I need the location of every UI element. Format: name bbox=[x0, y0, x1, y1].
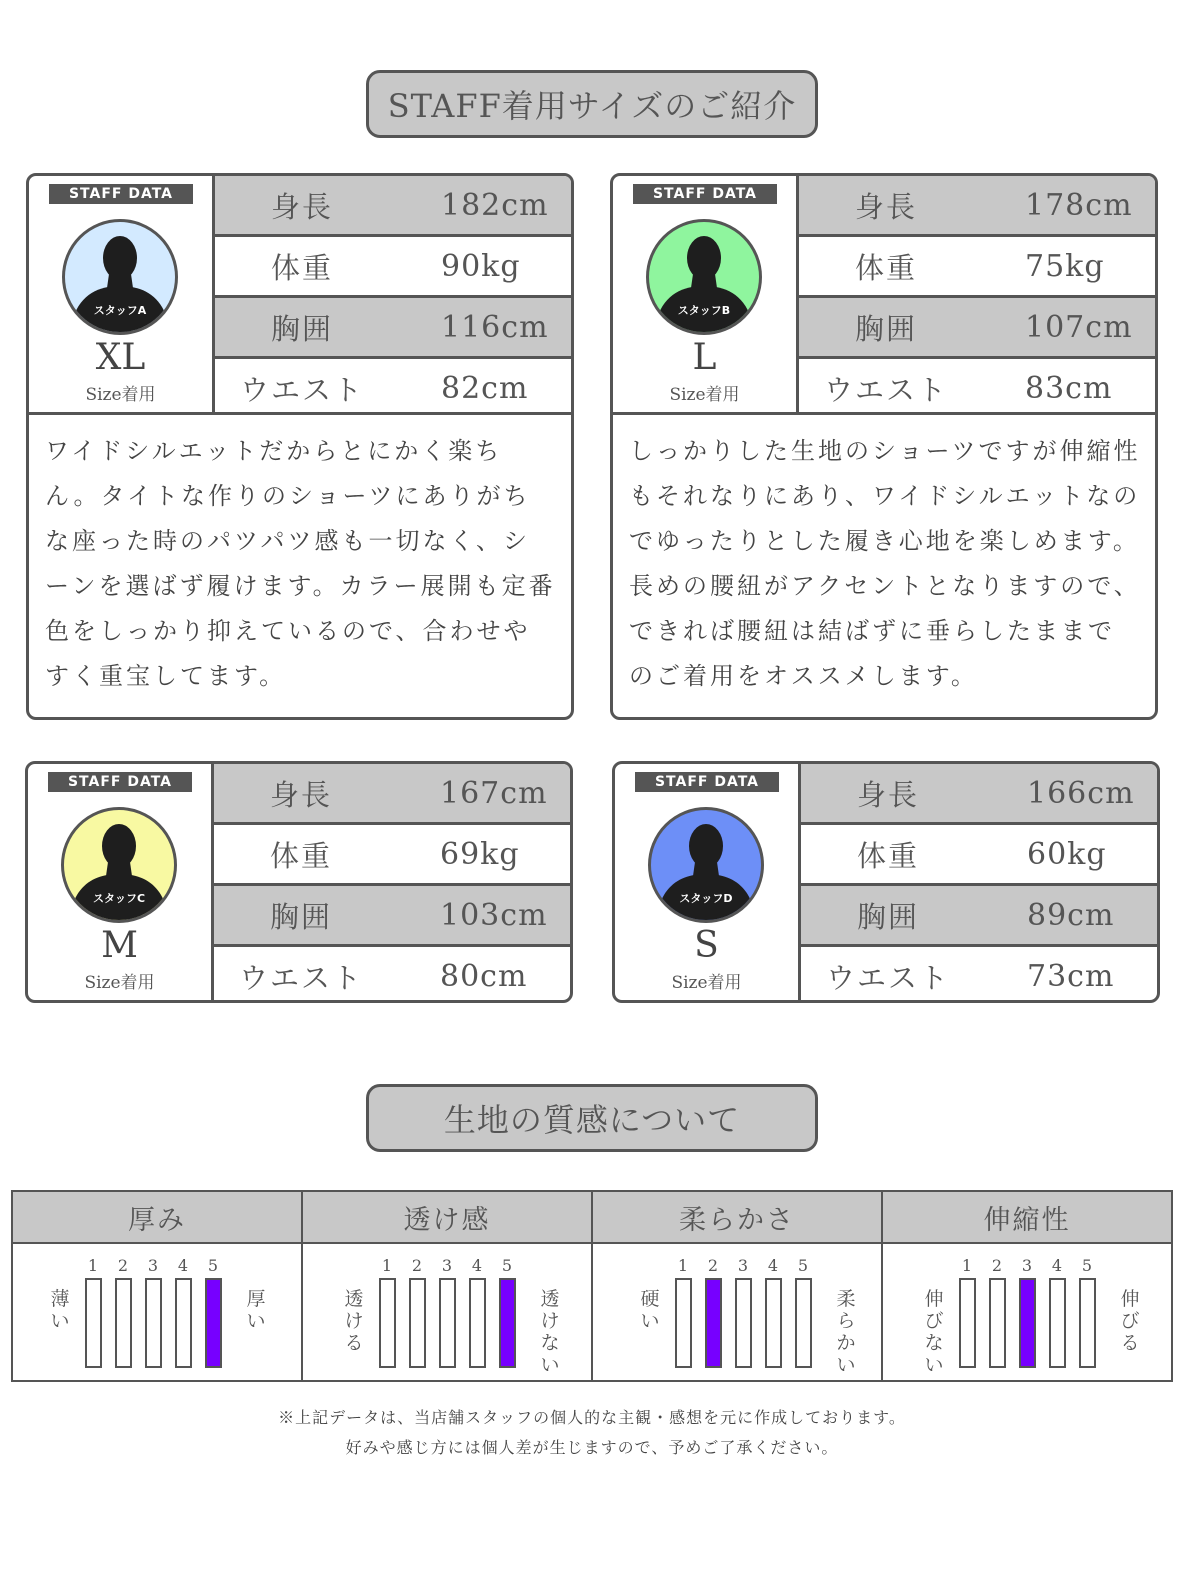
measurement-row bbox=[214, 825, 570, 886]
level-bar bbox=[765, 1278, 782, 1368]
measurement-value: 90kg bbox=[441, 248, 521, 284]
fabric-attribute-name: 柔らかさ bbox=[593, 1192, 881, 1244]
measurement-label: 身長 bbox=[854, 189, 917, 224]
fabric-attribute bbox=[303, 1192, 593, 1380]
measurement-label: ウエスト bbox=[239, 373, 364, 407]
measurement-row bbox=[215, 359, 571, 418]
scale-number: 1 bbox=[87, 1256, 99, 1275]
measurement-value: 60kg bbox=[1027, 836, 1107, 872]
measurement-label: 体重 bbox=[270, 250, 333, 285]
scale-number: 3 bbox=[1021, 1256, 1033, 1275]
staff-data-badge: STAFF DATA bbox=[635, 772, 779, 792]
staff-data-badge: STAFF DATA bbox=[49, 184, 193, 204]
scale-number: 4 bbox=[1051, 1256, 1063, 1275]
measurement-label: 胸囲 bbox=[269, 899, 332, 934]
scale-number: 3 bbox=[441, 1256, 453, 1275]
worn-size: XL bbox=[95, 337, 146, 378]
measurement-value: 116cm bbox=[441, 309, 549, 345]
measurement-value: 69kg bbox=[440, 836, 520, 872]
level-bar-selected bbox=[499, 1278, 516, 1368]
staff-profile bbox=[613, 176, 799, 412]
measurement-value: 83cm bbox=[1025, 371, 1113, 406]
measurement-value: 89cm bbox=[1027, 897, 1115, 933]
staff-profile bbox=[615, 764, 801, 1000]
scale-min-label: 伸びない bbox=[924, 1288, 944, 1376]
staff-card bbox=[610, 173, 1158, 720]
avatar-label: スタッフA bbox=[93, 304, 147, 317]
avatar-label: スタッフD bbox=[679, 892, 733, 905]
measurement-row bbox=[799, 176, 1155, 237]
scale-number: 2 bbox=[411, 1256, 423, 1275]
measurement-label: 胸囲 bbox=[854, 311, 917, 346]
measurement-table bbox=[215, 176, 571, 412]
staff-data-badge: STAFF DATA bbox=[633, 184, 777, 204]
staff-data-badge: STAFF DATA bbox=[48, 772, 192, 792]
measurement-value: 182cm bbox=[441, 187, 549, 223]
level-bar bbox=[409, 1278, 426, 1368]
measurement-table bbox=[214, 764, 570, 1000]
measurement-table bbox=[799, 176, 1155, 412]
staff-avatar bbox=[61, 807, 177, 923]
measurement-label: ウエスト bbox=[825, 961, 950, 995]
staff-profile bbox=[28, 764, 214, 1000]
worn-size-note: Size着用 bbox=[669, 385, 740, 405]
fabric-attribute bbox=[883, 1192, 1171, 1380]
staff-avatar bbox=[648, 807, 764, 923]
measurement-row bbox=[214, 886, 570, 947]
staff-avatar bbox=[646, 219, 762, 335]
avatar-label: スタッフC bbox=[92, 892, 146, 905]
worn-size-note: Size着用 bbox=[84, 973, 155, 993]
measurement-value: 75kg bbox=[1025, 248, 1105, 284]
scale-number: 3 bbox=[737, 1256, 749, 1275]
staff-card bbox=[612, 761, 1160, 1003]
measurement-label: 身長 bbox=[270, 189, 333, 224]
scale-number: 2 bbox=[117, 1256, 129, 1275]
scale-number: 3 bbox=[147, 1256, 159, 1275]
measurement-label: ウエスト bbox=[238, 961, 363, 995]
level-bar bbox=[439, 1278, 456, 1368]
level-bar bbox=[989, 1278, 1006, 1368]
fabric-attribute-name: 伸縮性 bbox=[883, 1192, 1171, 1244]
level-bar bbox=[795, 1278, 812, 1368]
staff-data-panel bbox=[29, 176, 571, 415]
fabric-attribute-name: 透け感 bbox=[303, 1192, 591, 1244]
worn-size: M bbox=[101, 925, 138, 966]
fabric-attribute bbox=[593, 1192, 883, 1380]
scale-max-label: 伸びる bbox=[1120, 1288, 1140, 1354]
scale-number: 5 bbox=[1081, 1256, 1093, 1275]
disclaimer-line-1: ※上記データは、当店舗スタッフの個人的な主観・感想を元に作成しております。 bbox=[278, 1408, 906, 1427]
measurement-row bbox=[215, 298, 571, 359]
scale-number: 4 bbox=[767, 1256, 779, 1275]
staff-data-panel bbox=[613, 176, 1155, 415]
level-bar-selected bbox=[705, 1278, 722, 1368]
scale-number: 5 bbox=[501, 1256, 513, 1275]
measurement-value: 103cm bbox=[440, 897, 548, 933]
measurement-value: 82cm bbox=[441, 371, 529, 406]
level-bar bbox=[1049, 1278, 1066, 1368]
level-bar-selected bbox=[205, 1278, 222, 1368]
scale-number: 4 bbox=[471, 1256, 483, 1275]
fabric-section-title: 生地の質感について bbox=[366, 1084, 818, 1152]
scale-number: 5 bbox=[207, 1256, 219, 1275]
disclaimer-line-2: 好みや感じ方には個人差が生じますので、予めご了承ください。 bbox=[345, 1438, 839, 1457]
level-bar-selected bbox=[1019, 1278, 1036, 1368]
measurement-row bbox=[214, 764, 570, 825]
scale-number: 1 bbox=[381, 1256, 393, 1275]
measurement-value: 178cm bbox=[1025, 187, 1133, 223]
fabric-texture-table bbox=[11, 1190, 1173, 1382]
measurement-label: 胸囲 bbox=[270, 311, 333, 346]
scale-number: 4 bbox=[177, 1256, 189, 1275]
scale-max-label: 透けない bbox=[540, 1288, 560, 1376]
staff-section-title: STAFF着用サイズのご紹介 bbox=[366, 70, 818, 138]
measurement-row bbox=[801, 886, 1157, 947]
measurement-label: 身長 bbox=[856, 777, 919, 812]
staff-comment: ワイドシルエットだからとにかく楽ちん。タイトな作りのショーツにありがちな座った時のパツパツ感も一切なく、シーンを選ばず履けます。カラー展開も定番色をしっかり抑えているので、合わせやすく重宝してます。 bbox=[45, 437, 556, 690]
measurement-value: 167cm bbox=[440, 775, 548, 811]
scale-number: 1 bbox=[961, 1256, 973, 1275]
avatar-label: スタッフB bbox=[677, 304, 731, 317]
measurement-row bbox=[799, 298, 1155, 359]
measurement-row bbox=[801, 947, 1157, 1003]
measurement-row bbox=[215, 237, 571, 298]
measurement-value: 73cm bbox=[1027, 959, 1115, 994]
scale-number: 1 bbox=[677, 1256, 689, 1275]
measurement-label: 胸囲 bbox=[856, 899, 919, 934]
level-bar bbox=[469, 1278, 486, 1368]
measurement-row bbox=[215, 176, 571, 237]
measurement-label: 体重 bbox=[269, 838, 332, 873]
level-bar bbox=[735, 1278, 752, 1368]
level-bar bbox=[675, 1278, 692, 1368]
scale-max-label: 厚い bbox=[246, 1288, 266, 1332]
measurement-row bbox=[799, 359, 1155, 418]
scale-number: 5 bbox=[797, 1256, 809, 1275]
measurement-row bbox=[214, 947, 570, 1003]
measurement-label: 体重 bbox=[854, 250, 917, 285]
scale-number: 2 bbox=[707, 1256, 719, 1275]
measurement-label: ウエスト bbox=[823, 373, 948, 407]
fabric-attribute bbox=[13, 1192, 303, 1380]
worn-size-note: Size着用 bbox=[671, 973, 742, 993]
level-bar bbox=[85, 1278, 102, 1368]
measurement-row bbox=[801, 764, 1157, 825]
level-bar bbox=[959, 1278, 976, 1368]
staff-data-panel bbox=[28, 764, 570, 1000]
fabric-attribute-name: 厚み bbox=[13, 1192, 301, 1244]
scale-min-label: 透ける bbox=[344, 1288, 364, 1354]
measurement-table bbox=[801, 764, 1157, 1000]
level-bar bbox=[1079, 1278, 1096, 1368]
staff-avatar bbox=[62, 219, 178, 335]
measurement-value: 80cm bbox=[440, 959, 528, 994]
worn-size: L bbox=[692, 337, 717, 378]
measurement-value: 166cm bbox=[1027, 775, 1135, 811]
scale-number: 2 bbox=[991, 1256, 1003, 1275]
measurement-label: 体重 bbox=[856, 838, 919, 873]
level-bar bbox=[175, 1278, 192, 1368]
measurement-label: 身長 bbox=[269, 777, 332, 812]
measurement-row bbox=[801, 825, 1157, 886]
level-bar bbox=[145, 1278, 162, 1368]
worn-size-note: Size着用 bbox=[85, 385, 156, 405]
worn-size: S bbox=[694, 925, 719, 966]
scale-min-label: 硬い bbox=[640, 1288, 660, 1332]
level-bar bbox=[379, 1278, 396, 1368]
staff-profile bbox=[29, 176, 215, 412]
measurement-row bbox=[799, 237, 1155, 298]
level-bar bbox=[115, 1278, 132, 1368]
staff-card bbox=[26, 173, 574, 720]
measurement-value: 107cm bbox=[1025, 309, 1133, 345]
staff-data-panel bbox=[615, 764, 1157, 1000]
staff-card bbox=[25, 761, 573, 1003]
scale-max-label: 柔らかい bbox=[836, 1288, 856, 1376]
staff-comment: しっかりした生地のショーツですが伸縮性もそれなりにあり、ワイドシルエットなのでゆったりとした履き心地を楽しめます。長めの腰紐がアクセントとなりますので、できれば腰紐は結ばずに垂らしたままでのご着用をオススメします。 bbox=[629, 437, 1141, 690]
scale-min-label: 薄い bbox=[50, 1288, 70, 1332]
